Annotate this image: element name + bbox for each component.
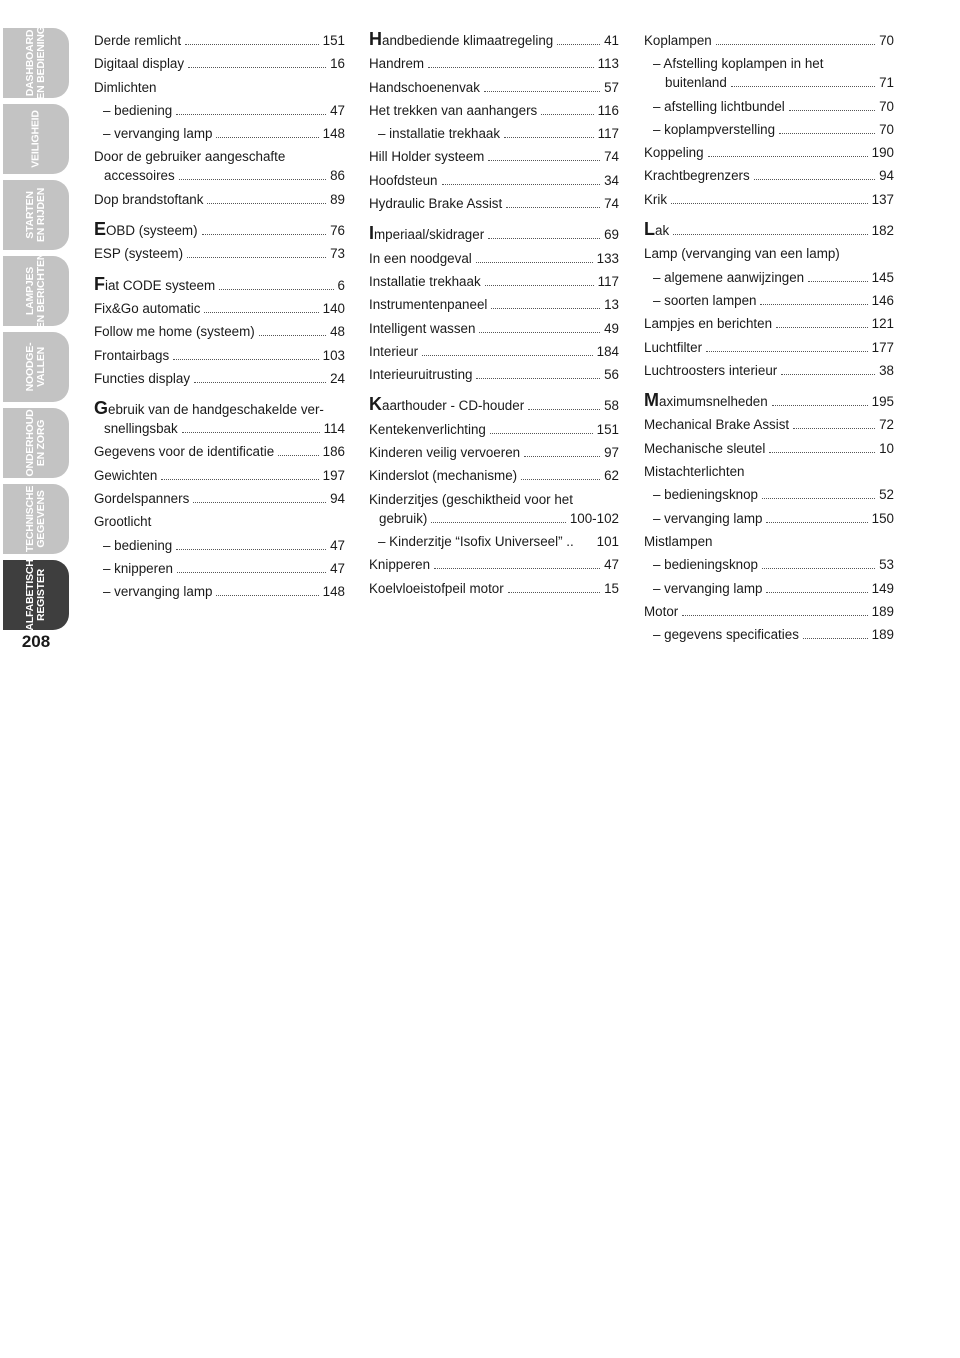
tab-label: TECHNISCHE GEGEVENS [24, 485, 47, 553]
index-entry[interactable]: Derde remlicht 151 [94, 33, 345, 48]
index-heading: Gebruik van de handgeschakelde ver- [94, 398, 324, 419]
section-letter: L [644, 219, 655, 240]
tab-label: DASHBOARD EN BEDIENING [24, 26, 47, 100]
index-entry[interactable]: – soorten lampen 146 [653, 292, 894, 308]
index-entry[interactable]: – vervanging lamp 148 [103, 126, 345, 142]
index-column-3 [644, 30, 894, 647]
index-entry[interactable]: Handbediende klimaatregeling 41 [369, 29, 619, 49]
index-entry[interactable]: – afstelling lichtbundel 70 [653, 98, 894, 114]
index-entry[interactable]: Functies display 24 [94, 370, 345, 386]
index-entry[interactable]: Koelvloeistofpeil motor 15 [369, 580, 619, 596]
index-entry[interactable]: Imperiaal/skidrager 69 [369, 223, 619, 244]
index-entry[interactable]: Fiat CODE systeem 6 [94, 273, 345, 294]
index-entry[interactable]: Mechanische sleutel 10 [644, 440, 894, 456]
index-entry[interactable]: Hydraulic Brake Assist 74 [369, 196, 619, 212]
page-number: 208 [21, 632, 51, 651]
index-entry[interactable]: Koppeling 190 [644, 145, 894, 161]
index-entry[interactable]: – bediening 47 [103, 537, 345, 553]
index-entry[interactable]: – algemene aanwijzingen 145 [653, 269, 894, 285]
section-letter: M [644, 390, 659, 411]
index-entry[interactable]: gebruik) 100-102 [379, 510, 619, 526]
tab-label: LAMPJES EN BERICHTEN [24, 252, 47, 330]
index-entry[interactable]: Kinderslot (mechanisme) 62 [369, 468, 619, 484]
index-entry[interactable]: – vervanging lamp 149 [653, 580, 894, 596]
index-column-2 [369, 30, 619, 601]
index-entry[interactable]: Hill Holder systeem 74 [369, 149, 619, 165]
index-entry[interactable]: Lampjes en berichten 121 [644, 316, 894, 332]
index-entry[interactable]: Koplampen 70 [644, 33, 894, 48]
index-entry[interactable]: accessoires 86 [104, 168, 345, 184]
index-entry[interactable]: Luchtfilter 177 [644, 339, 894, 355]
tab-veiligheid[interactable] [3, 104, 69, 174]
index-entry[interactable]: snellingsbak 114 [104, 421, 345, 437]
index-entry[interactable]: Knipperen 47 [369, 557, 619, 573]
index-entry[interactable]: EOBD (systeem) 76 [94, 219, 345, 240]
index-entry[interactable]: In een noodgeval 133 [369, 250, 619, 266]
index-entry[interactable]: Kentekenverlichting 151 [369, 421, 619, 437]
index-entry[interactable]: Maximumsnelheden 195 [644, 390, 894, 411]
index-entry[interactable]: – koplampverstelling 70 [653, 121, 894, 137]
index-entry[interactable]: Krik 137 [644, 191, 894, 207]
index-entry[interactable]: Gordelspanners 94 [94, 491, 345, 507]
index-entry[interactable]: Follow me home (systeem) 48 [94, 324, 345, 340]
index-entry[interactable]: Fix&Go automatic 140 [94, 300, 345, 316]
section-letter: G [94, 398, 109, 419]
index-entry[interactable]: Kaarthouder - CD-houder 58 [369, 394, 619, 415]
index-entry[interactable]: Interieuruitrusting 56 [369, 367, 619, 383]
tab-onderhoud-en-zorg[interactable] [3, 408, 69, 478]
index-entry[interactable]: Mechanical Brake Assist 72 [644, 417, 894, 433]
index-entry[interactable]: – gegevens specificaties 189 [653, 627, 894, 643]
index-entry[interactable]: Gegevens voor de identificatie 186 [94, 444, 345, 460]
index-entry[interactable]: – knipperen 47 [103, 560, 345, 576]
index-entry[interactable]: Handschoenenvak 57 [369, 79, 619, 95]
index-entry[interactable]: – vervanging lamp 150 [653, 510, 894, 526]
index-entry[interactable]: – Kinderzitje “Isofix Universeel” .. 101 [378, 533, 619, 549]
tab-technische-gegevens[interactable] [3, 484, 69, 554]
index-entry[interactable]: Frontairbags 103 [94, 347, 345, 363]
index-entry[interactable]: Kinderen veilig vervoeren 97 [369, 445, 619, 461]
index-entry[interactable]: Handrem 113 [369, 56, 619, 72]
tab-label: STARTEN EN RIJDEN [24, 187, 47, 243]
section-letter: F [94, 273, 105, 294]
index-entry[interactable]: Luchtroosters interieur 38 [644, 362, 894, 378]
tab-alfabetisch-register[interactable] [3, 560, 69, 630]
index-heading: Lamp (vervanging van een lamp) [644, 246, 840, 262]
index-entry[interactable]: Dop brandstoftank 89 [94, 191, 345, 207]
index-heading: Dimlichten [94, 79, 157, 95]
index-heading: Kinderzitjes (geschiktheid voor het [369, 491, 573, 507]
section-letter: K [369, 394, 382, 415]
index-entry[interactable]: Lak 182 [644, 219, 894, 240]
tab-lampjes-en-berichten[interactable] [3, 252, 69, 330]
index-entry[interactable]: – bediening 47 [103, 102, 345, 118]
section-letter: H [369, 29, 382, 49]
index-heading: Mistlampen [644, 533, 713, 549]
index-entry[interactable]: Intelligent wassen 49 [369, 320, 619, 336]
index-entry[interactable]: Het trekken van aanhangers 116 [369, 102, 619, 118]
index-entry[interactable]: Krachtbegrenzers 94 [644, 168, 894, 184]
tab-noodgevallen[interactable] [3, 332, 69, 402]
section-letter: I [369, 223, 375, 244]
index-entry[interactable]: – bedieningsknop 52 [653, 487, 894, 503]
index-entry[interactable]: Gewichten 197 [94, 467, 345, 483]
index-entry[interactable]: Installatie trekhaak 117 [369, 273, 619, 289]
tab-dashboard-en-bediening[interactable] [3, 28, 69, 98]
index-column-1 [94, 30, 345, 605]
section-letter: E [94, 219, 107, 240]
index-heading: Grootlicht [94, 514, 152, 530]
index-entry[interactable]: – installatie trekhaak 117 [378, 126, 619, 142]
index-entry[interactable]: Digitaal display 16 [94, 56, 345, 72]
tab-label: NOODGE- VALLEN [24, 342, 47, 392]
index-entry[interactable]: ESP (systeem) 73 [94, 246, 345, 262]
index-heading: Mistachterlichten [644, 464, 745, 480]
index-entry[interactable]: Instrumentenpaneel 13 [369, 297, 619, 313]
tab-label: ALFABETISCH REGISTER [24, 559, 47, 631]
tab-starten-en-rijden[interactable] [3, 180, 69, 250]
index-entry[interactable]: buitenland 71 [665, 75, 894, 91]
index-entry[interactable]: Hoofdsteun 34 [369, 172, 619, 188]
index-heading: Door de gebruiker aangeschafte [94, 149, 286, 165]
index-heading: – Afstelling koplampen in het [653, 56, 824, 72]
tab-label: ONDERHOUD EN ZORG [24, 409, 47, 477]
index-entry[interactable]: – vervanging lamp 148 [103, 584, 345, 600]
index-entry[interactable]: Motor 189 [644, 603, 894, 619]
index-entry[interactable]: Interieur 184 [369, 343, 619, 359]
tab-label: VEILIGHEID [29, 110, 42, 168]
index-entry[interactable]: – bedieningsknop 53 [653, 557, 894, 573]
